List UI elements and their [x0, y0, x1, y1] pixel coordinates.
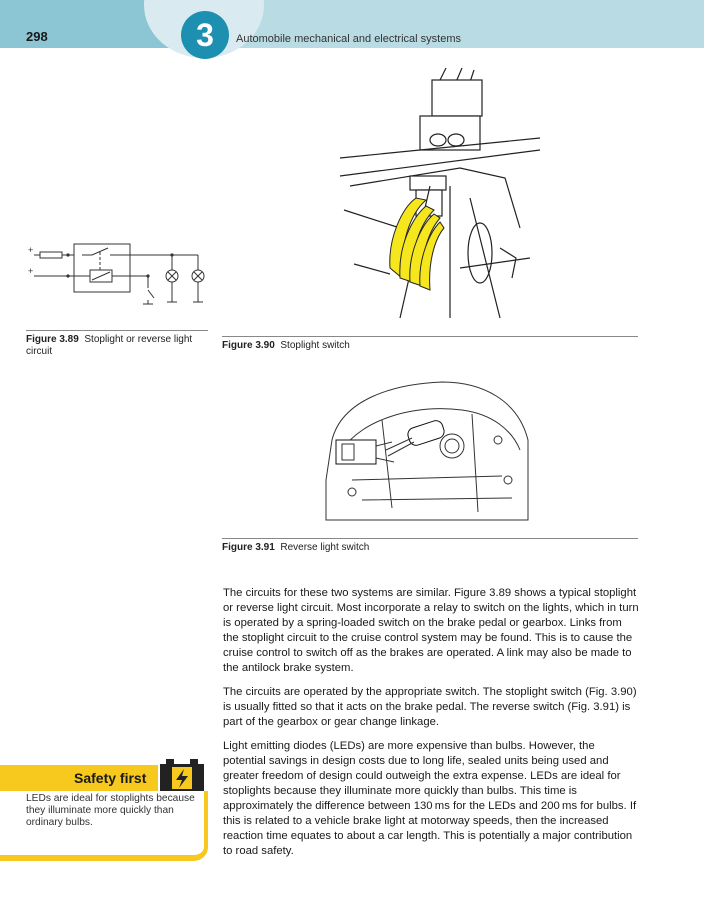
running-head: Automobile mechanical and electrical systems [236, 33, 461, 45]
safety-title: Safety first [74, 770, 147, 786]
figure-caption-text: Reverse light switch [280, 542, 370, 553]
body-text [223, 586, 639, 868]
figure-3-89-caption [26, 334, 208, 358]
page-number: 298 [26, 29, 48, 44]
figure-number: Figure 3.89 [26, 334, 79, 345]
figure-3-90-stoplight-switch-drawing [340, 68, 540, 318]
figure-3-91-caption [222, 542, 638, 554]
figure-number: Figure 3.91 [222, 542, 275, 553]
figure-3-90-caption [222, 340, 638, 352]
figure-3-90-rule [222, 336, 638, 337]
figure-3-89-rule [26, 330, 208, 331]
paragraph: The circuits are operated by the appropriate switch. The stoplight switch (Fig. 3.90) is usually fitted so that it acts on the brake pedal. The reverse switch (Fig. 3.91) is part of the gearbox or gear change linkage. [223, 686, 637, 728]
figure-3-91-reverse-switch-drawing [322, 380, 532, 530]
safety-text: LEDs are ideal for stoplights because they illuminate more quickly than ordinary bulbs. [26, 793, 195, 828]
figure-3-91-rule [222, 538, 638, 539]
plus-terminal-top: + [28, 245, 34, 255]
figure-number: Figure 3.90 [222, 340, 275, 351]
plus-terminal-bottom: + [28, 266, 34, 276]
paragraph: The circuits for these two systems are similar. Figure 3.89 shows a typical stoplight or reverse light circuit. Most incorporate a relay to switch on the lights, which in turn is operated by a spring-loaded switch on the brake pedal or gearbox. Links from the stoplight circuit to the cruise control system may be found. This is to cause the cruise control to switch off as the brakes are operated. A link may also be made to the antilock brake system. [223, 587, 639, 674]
battery-lightning-icon [158, 757, 206, 791]
figure-caption-text: Stoplight switch [280, 340, 350, 351]
paragraph: Light emitting diodes (LEDs) are more expensive than bulbs. However, the potential savings in design costs due to long life, sealed units being used and greater freedom of design could outweigh the extra expense. LEDs are ideal for stoplights because they illuminate more quickly than bulbs. This time is approximately the difference between 130 ms for the LEDs and 200 ms for bulbs. If this is related to a vehicle brake light at motorway speeds, then the increased reaction time equates to about a car length. This is potentially a major contribution to road safety. [223, 740, 637, 857]
chapter-number-badge: 3 [181, 11, 229, 59]
safety-first-box [0, 757, 210, 860]
figure-3-89-circuit-diagram [26, 238, 210, 310]
figure-caption-text: Stoplight or reverse light circuit [26, 334, 193, 357]
